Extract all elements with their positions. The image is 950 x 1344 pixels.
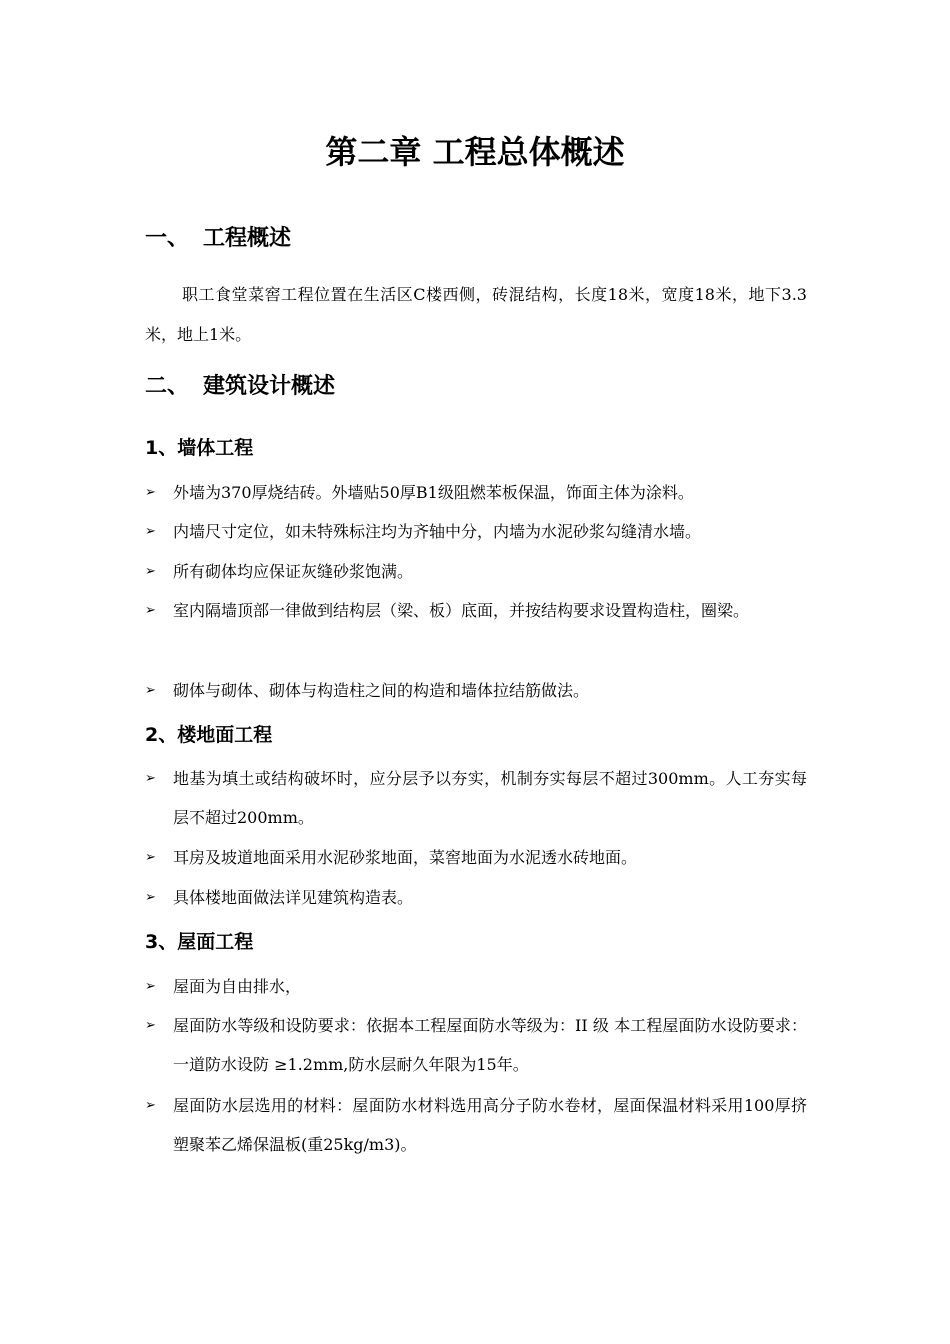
arrow-bullet-icon: ➢ — [145, 564, 156, 579]
arrow-bullet-icon: ➢ — [145, 890, 156, 905]
list-item — [145, 591, 807, 630]
list-item — [145, 512, 807, 551]
arrow-bullet-icon: ➢ — [145, 1098, 156, 1113]
list-item — [145, 671, 807, 710]
arrow-bullet-icon: ➢ — [145, 850, 156, 865]
list-item-text: 屋面防水等级和设防要求：依据本工程屋面防水等级为：II 级 本工程屋面防水设防要求：一道防水设防 ≥1.2mm,防水层耐久年限为15年。 — [173, 1016, 807, 1074]
list-item-text: 外墙为370厚烧结砖。外墙贴50厚B1级阻燃苯板保温，饰面主体为涂料。 — [173, 483, 694, 502]
list-item — [145, 1006, 807, 1084]
arrow-bullet-icon: ➢ — [145, 603, 156, 618]
section-number: 一、 — [145, 226, 190, 251]
arrow-bullet-icon: ➢ — [145, 979, 156, 994]
arrow-bullet-icon: ➢ — [145, 771, 156, 786]
list-item-text: 具体楼地面做法详见建筑构造表。 — [173, 888, 414, 907]
arrow-bullet-icon: ➢ — [145, 683, 156, 698]
list-item-text: 屋面为自由排水， — [173, 977, 302, 996]
arrow-bullet-icon: ➢ — [145, 1018, 156, 1033]
list-item-text: 地基为填土或结构破坏时，应分层予以夯实，机制夯实每层不超过300mm。人工夯实每层不超过200mm。 — [173, 769, 807, 827]
chapter-title: 第二章 工程总体概述 — [325, 133, 625, 171]
list-item — [145, 1086, 807, 1164]
list-item-text: 室内隔墙顶部一律做到结构层（梁、板）底面，并按结构要求设置构造柱，圈梁。 — [173, 601, 750, 620]
list-item-text: 砌体与砌体、砌体与构造柱之间的构造和墙体拉结筋做法。 — [173, 681, 590, 700]
list-item — [145, 878, 807, 917]
list-item — [145, 759, 807, 837]
section-heading-overview — [145, 224, 291, 254]
section-number: 二、 — [145, 374, 190, 399]
section-title: 建筑设计概述 — [203, 374, 336, 399]
list-item — [145, 552, 807, 591]
list-item — [145, 838, 807, 877]
subsection-heading-roof: 3、屋面工程 — [145, 931, 254, 953]
section-heading-design — [145, 372, 335, 402]
arrow-bullet-icon: ➢ — [145, 524, 156, 539]
list-item-text: 耳房及坡道地面采用水泥砂浆地面，菜窖地面为水泥透水砖地面。 — [173, 848, 638, 867]
list-item-text: 内墙尺寸定位，如未特殊标注均为齐轴中分，内墙为水泥砂浆勾缝清水墙。 — [173, 522, 702, 541]
overview-paragraph: 职工食堂菜窖工程位置在生活区C楼西侧，砖混结构，长度18米，宽度18米，地下3.3米，地上1米。 — [145, 285, 807, 344]
list-item-text: 屋面防水层选用的材料：屋面防水材料选用高分子防水卷材，屋面保温材料采用100厚挤塑聚苯乙烯保温板(重25kg/m3)。 — [173, 1096, 807, 1154]
list-item-text: 所有砌体均应保证灰缝砂浆饱满。 — [173, 562, 414, 581]
section-title: 工程概述 — [203, 226, 292, 251]
subsection-heading-floor: 2、楼地面工程 — [145, 724, 273, 746]
list-item — [145, 473, 807, 512]
list-item — [145, 967, 807, 1006]
subsection-heading-wall: 1、墙体工程 — [145, 437, 254, 459]
arrow-bullet-icon: ➢ — [145, 485, 156, 500]
